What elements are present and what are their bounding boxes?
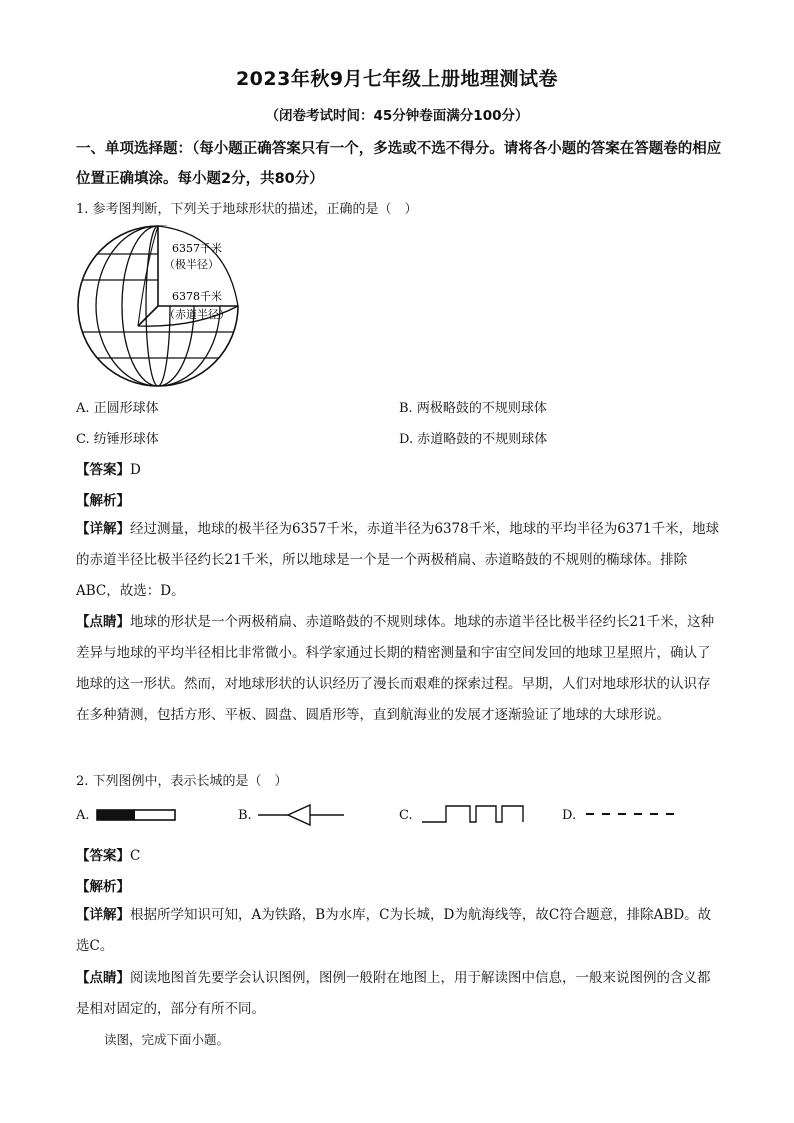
- tip-text: 阅读地图首先要学会认识图例，图例一般附在地图上，用于解读图中信息，一般来说图例的含义都是相对固定的，部分有所不同。: [76, 970, 711, 1017]
- detail-tag: 【详解】: [76, 907, 130, 923]
- section-heading: 一、单项选择题：（每小题正确答案只有一个，多选或不选不得分。请将各小题的答案在答题卷的相应位置正确填涂。每小题2分，共80分）: [76, 141, 722, 187]
- q1-tip: [76, 607, 722, 731]
- globe-equator-value: 6378千米: [172, 290, 222, 303]
- tip-tag: 【点睛】: [76, 970, 130, 986]
- q1-answer: [76, 458, 141, 478]
- question-2-stem: 2. 下列图例中，表示长城的是（ ）: [76, 774, 288, 789]
- reading-note: 读图，完成下面小题。: [104, 1032, 230, 1047]
- globe-polar-name: （极半径）: [164, 258, 219, 271]
- great-wall-legend-icon: [422, 802, 526, 824]
- question-1-stem: 1. 参考图判断，下列关于地球形状的描述，正确的是（ ）: [76, 202, 418, 217]
- q1-option-b[interactable]: B. 两极略鼓的不规则球体: [399, 401, 547, 416]
- answer-tag: 【答案】: [76, 462, 130, 478]
- q1-analysis-tag: [76, 489, 130, 509]
- answer-value: D: [130, 462, 141, 478]
- page-subtitle: （闭卷考试时间：45分钟卷面满分100分）: [265, 108, 529, 124]
- q1-option-d[interactable]: D. 赤道略鼓的不规则球体: [399, 432, 548, 447]
- globe-polar-value: 6357千米: [172, 242, 222, 255]
- globe-diagram: [76, 224, 246, 388]
- globe-equator-name: （赤道半径）: [164, 308, 230, 321]
- answer-tag: 【答案】: [76, 848, 130, 864]
- detail-tag: 【详解】: [76, 521, 130, 537]
- q2-option-d[interactable]: D.: [562, 808, 577, 823]
- page-title: 2023年秋9月七年级上册地理测试卷: [235, 68, 559, 90]
- q2-option-c[interactable]: C.: [399, 808, 413, 823]
- tip-tag: 【点睛】: [76, 614, 130, 630]
- tip-text: 地球的形状是一个两极稍扁、赤道略鼓的不规则球体。地球的赤道半径比极半径约长21千米，这种差异与地球的平均半径相比非常微小。科学家通过长期的精密测量和宇宙空间发回的地球卫星照片，确认了地球的这一形状。然而，对地球形状的认识经历了漫长而艰难的探索过程。早期，人们对地球形状的认识存在多种猜测，包括方形、平板、圆盘、圆盾形等，直到航海业的发展才逐渐验证了地球的大球形说。: [76, 614, 715, 723]
- q1-detail: [76, 514, 722, 607]
- q2-analysis-tag: [76, 875, 130, 895]
- detail-text: 根据所学知识可知，A为铁路，B为水库，C为长城，D为航海线等，故C符合题意，排除ABD。故选C。: [76, 907, 712, 954]
- q2-answer: [76, 844, 140, 864]
- q2-detail: [76, 900, 722, 962]
- answer-value: C: [130, 848, 141, 864]
- reservoir-legend-icon: [258, 802, 344, 828]
- railway-legend-icon: [96, 808, 176, 822]
- q1-option-a[interactable]: A. 正圆形球体: [76, 401, 159, 416]
- q2-tip: [76, 963, 722, 1025]
- q2-option-a[interactable]: A.: [76, 808, 90, 823]
- detail-text: 经过测量，地球的极半径为6357千米，赤道半径为6378千米，地球的平均半径为6371千米，地球的赤道半径比极半径约长21千米，所以地球是一个是一个两极稍扁、赤道略鼓的不规则的椭球体。排除ABC，故选：D。: [76, 521, 720, 599]
- analysis-tag: 【解析】: [76, 879, 130, 895]
- analysis-tag: 【解析】: [76, 493, 130, 509]
- q1-option-c[interactable]: C. 纺锤形球体: [76, 432, 159, 447]
- sea-route-legend-icon: [584, 808, 684, 820]
- q2-option-b[interactable]: B.: [238, 808, 252, 823]
